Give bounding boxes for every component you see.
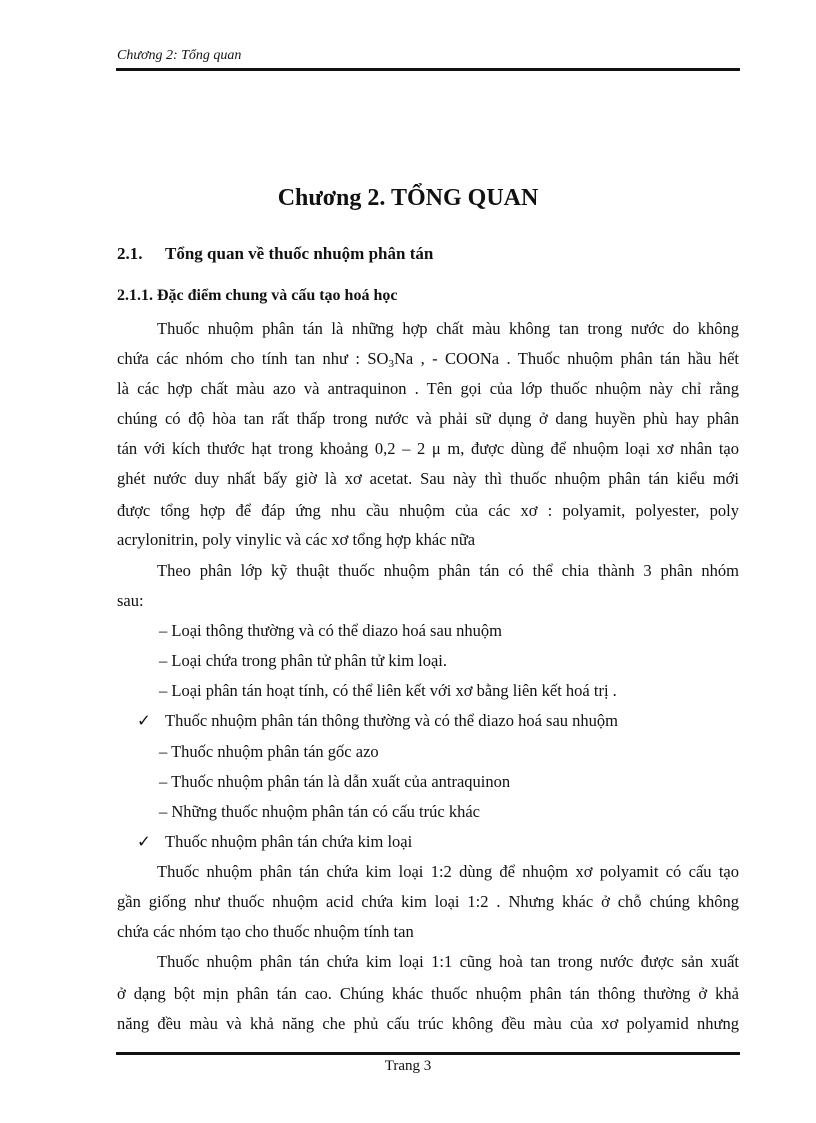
running-header: Chương 2: Tổng quan (117, 48, 242, 63)
paragraph-line: tán với kích thước hạt trong khoảng 0,2 – 2 μ m, được dùng để nhuộm loại xơ nhân tạo (117, 439, 739, 458)
section-title: Tổng quan về thuốc nhuộm phân tán (165, 244, 434, 263)
list-item: – Loại phân tán hoạt tính, có thể liên kết với xơ bằng liên kết hoá trị . (159, 681, 617, 700)
chapter-title: Chương 2. TỔNG QUAN (277, 185, 539, 211)
section-number: 2.1. (117, 244, 143, 263)
page-number: Trang 3 (384, 1058, 432, 1074)
paragraph-line: chúng có độ hòa tan rất thấp trong nước và phải sữ dụng ở dang huyền phù hay phân (117, 409, 739, 428)
subsection-heading: 2.1.1. Đặc điểm chung và cấu tạo hoá học (117, 287, 398, 304)
paragraph-line: Theo phân lớp kỹ thuật thuốc nhuộm phân tán có thể chia thành 3 phân nhóm (157, 561, 739, 580)
check-item-text: Thuốc nhuộm phân tán thông thường và có thể diazo hoá sau nhuộm (165, 711, 618, 730)
list-item: – Thuốc nhuộm phân tán là dẫn xuất của antraquinon (159, 772, 511, 791)
paragraph-line: ở dạng bột mịn phân tán cao. Chúng khác thuốc nhuộm phân tán thông thường ở khả (117, 984, 739, 1003)
check-item-text: Thuốc nhuộm phân tán chứa kim loại (165, 832, 413, 851)
paragraph-line: chứa các nhóm tạo cho thuốc nhuộm tính tan (117, 922, 414, 941)
list-item: – Loại thông thường và có thể diazo hoá sau nhuộm (159, 621, 503, 640)
footer-rule (116, 1052, 740, 1055)
check-item (137, 711, 759, 731)
paragraph-line: là các hợp chất màu azo và antraquinon . Tên gọi của lớp thuốc nhuộm này chỉ rằng (117, 379, 739, 398)
paragraph-line: gần giống như thuốc nhuộm acid chứa kim loại 1:2 . Nhưng khác ở chỗ chúng không (117, 892, 739, 911)
header-rule (116, 68, 740, 71)
paragraph-line (117, 349, 739, 369)
paragraph-line: Thuốc nhuộm phân tán chứa kim loại 1:1 cũng hoà tan trong nước được sản xuất (157, 952, 739, 971)
paragraph-line: năng đều màu và khả năng che phủ cấu trúc không đều màu của xơ polyamid nhưng (117, 1014, 739, 1033)
paragraph-line: Thuốc nhuộm phân tán là những hợp chất màu không tan trong nước do không (157, 319, 739, 338)
list-item: – Thuốc nhuộm phân tán gốc azo (159, 742, 379, 761)
paragraph-line: Thuốc nhuộm phân tán chứa kim loại 1:2 dùng để nhuộm xơ polyamit có cấu tạo (157, 862, 739, 881)
paragraph-line: acrylonitrin, poly vinylic và các xơ tổng hợp khác nữa (117, 530, 476, 549)
paragraph-text: Na , - COONa . Thuốc nhuộm phân tán hầu hết (393, 349, 739, 368)
checkmark-icon: ✓ (137, 832, 151, 851)
check-item (137, 832, 759, 852)
paragraph-line: sau: (117, 591, 144, 610)
checkmark-icon: ✓ (137, 711, 151, 730)
subscript: 3 (388, 358, 394, 370)
list-item: – Loại chứa trong phân tử phân tử kim loại. (159, 651, 448, 670)
list-item: – Những thuốc nhuộm phân tán có cấu trúc khác (159, 802, 480, 821)
paragraph-line: ghét nước duy nhất bấy giờ là xơ acetat. Sau này thì thuốc nhuộm phân tán kiểu mới (117, 469, 739, 488)
section-heading (117, 244, 433, 264)
paragraph-text: chứa các nhóm cho tính tan như : SO (117, 349, 389, 368)
paragraph-line: được tổng hợp để đáp ứng nhu cầu nhuộm của các xơ : polyamit, polyester, poly (117, 501, 739, 520)
